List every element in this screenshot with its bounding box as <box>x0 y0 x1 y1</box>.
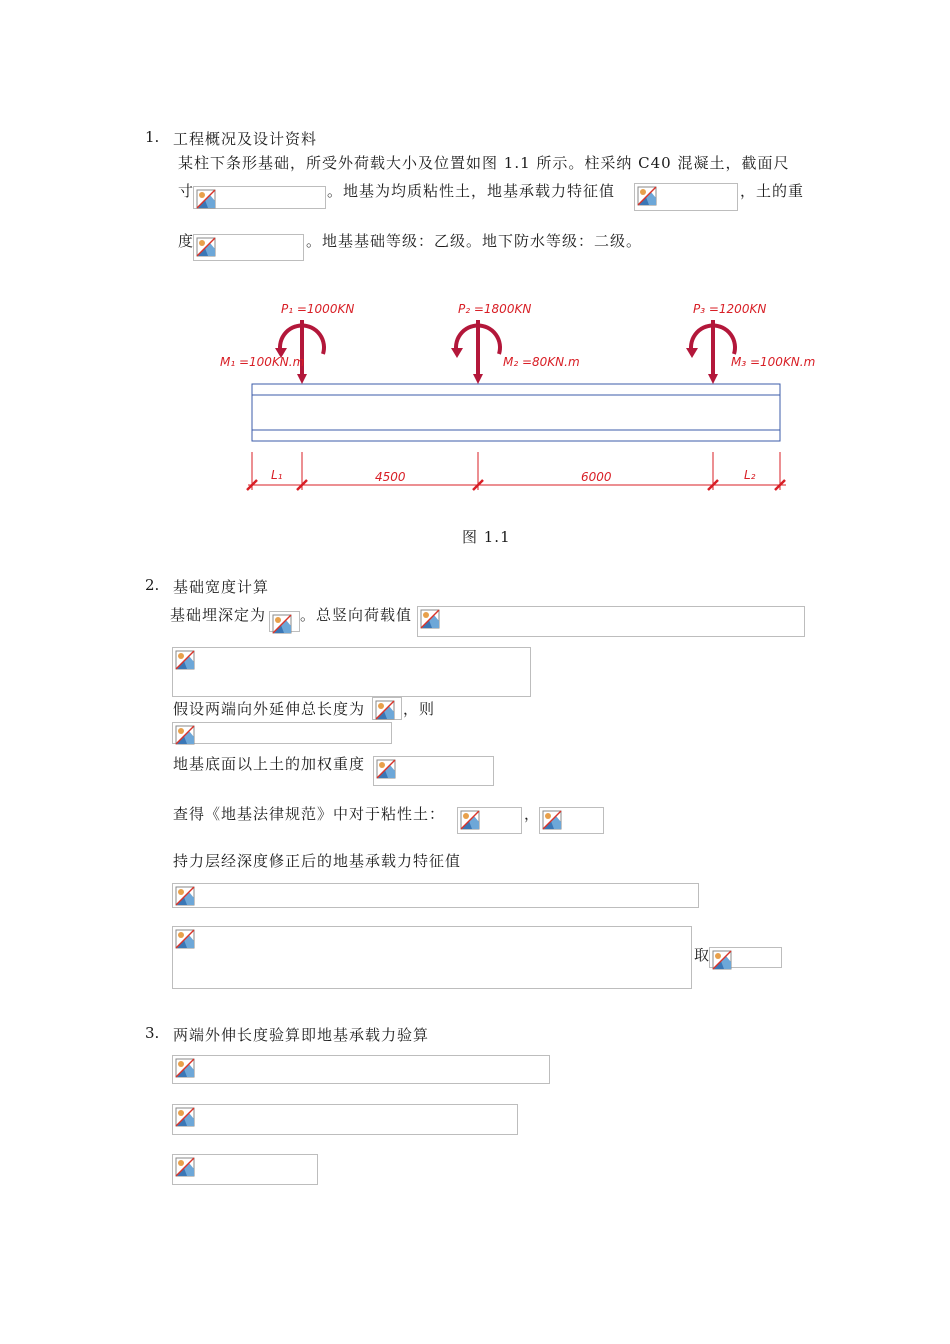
total-load-formula-image <box>417 606 805 637</box>
broken-image-icon <box>272 614 292 634</box>
section-3-number: 3. <box>145 1024 160 1042</box>
load-arrowhead-3 <box>708 374 718 384</box>
section-1-text-unit-weight: ，土的重 <box>740 182 805 200</box>
comma-text: ， <box>524 805 540 823</box>
broken-image-icon <box>175 650 195 670</box>
broken-image-icon <box>175 725 195 745</box>
total-load-text: 。总竖向荷载值 <box>300 606 413 624</box>
moment-arrowhead-2 <box>451 348 463 358</box>
dimension-line <box>248 452 786 490</box>
section-3-title: 两端外伸长度验算即地基承载力验算 <box>173 1026 430 1044</box>
load-1 <box>275 320 324 384</box>
broken-image-icon <box>460 810 480 830</box>
section-1-text-cun: 寸 <box>178 182 194 200</box>
weighted-unit-weight-image <box>373 756 494 786</box>
load-3 <box>686 320 735 384</box>
capacity-formula-image <box>172 883 699 908</box>
extension-length-image <box>372 697 402 720</box>
section-1-title: 工程概况及设计资料 <box>173 130 318 148</box>
dimension-label-l2: L₂ <box>744 468 756 482</box>
capacity-calculation-image <box>172 926 692 989</box>
capacity-value-image <box>709 947 782 968</box>
moment-label-m2: M₂ =80KN.m <box>503 355 580 369</box>
load-arrowhead-1 <box>297 374 307 384</box>
broken-image-icon <box>175 929 195 949</box>
broken-image-icon <box>175 1157 195 1177</box>
broken-image-icon <box>175 886 195 906</box>
moment-label-m3: M₃ =100KN.m <box>731 355 816 369</box>
load-label-p2: P₂ =1800KN <box>458 302 532 316</box>
assume-length-text: 假设两端向外延伸总长度为 <box>173 700 366 718</box>
broken-image-icon <box>376 759 396 779</box>
total-length-formula-image <box>172 722 392 744</box>
load-label-p1: P₁ =1000KN <box>281 302 355 316</box>
dimension-label-6000: 6000 <box>581 470 612 484</box>
dimension-label-4500: 4500 <box>375 470 406 484</box>
check-formula-image-3 <box>172 1154 318 1185</box>
section-2-title: 基础宽度计算 <box>173 578 270 596</box>
dimension-label-l1: L₁ <box>271 468 283 482</box>
section-2-number: 2. <box>145 576 160 594</box>
embed-depth-image <box>269 611 300 632</box>
beam-outline <box>252 384 780 441</box>
broken-image-icon <box>175 1058 195 1078</box>
then-text: ，则 <box>403 700 436 718</box>
moment-arrowhead-3 <box>686 348 698 358</box>
total-load-result-image <box>172 647 531 697</box>
eta-d-image <box>539 807 604 834</box>
corrected-capacity-text: 持力层经深度修正后的地基承载力特征值 <box>173 852 462 870</box>
take-text: 取 <box>694 946 710 964</box>
section-1-text-du: 度 <box>178 232 194 250</box>
weighted-unit-weight-text: 地基底面以上土的加权重度 <box>173 755 366 773</box>
broken-image-icon <box>542 810 562 830</box>
section-1-text-grade: 。地基基础等级：乙级。地下防水等级：二级。 <box>306 232 643 250</box>
broken-image-icon <box>175 1107 195 1127</box>
code-lookup-text: 查得《地基法律规范》中对于粘性土： <box>173 805 446 823</box>
figure-caption: 图 1.1 <box>462 528 511 546</box>
broken-image-icon <box>420 609 440 629</box>
section-1-number: 1. <box>145 128 160 146</box>
load-2 <box>451 320 500 384</box>
embed-depth-text: 基础埋深定为 <box>170 606 267 624</box>
eta-b-image <box>457 807 522 834</box>
check-formula-image-1 <box>172 1055 550 1084</box>
load-label-p3: P₃ =1200KN <box>693 302 767 316</box>
moment-label-m1: M₁ =100KN.m <box>220 355 305 369</box>
broken-image-icon <box>375 700 395 720</box>
broken-image-icon <box>712 950 732 970</box>
check-formula-image-2 <box>172 1104 518 1135</box>
figure-1-1 <box>0 0 950 560</box>
section-1-paragraph-line-1: 某柱下条形基础，所受外荷载大小及位置如图 1.1 所示。柱采纳 C40 混凝土，截面尺 <box>178 154 790 172</box>
load-arrowhead-2 <box>473 374 483 384</box>
section-1-text-soil: 。地基为均质粘性土，地基承载力特征值 <box>327 182 616 200</box>
